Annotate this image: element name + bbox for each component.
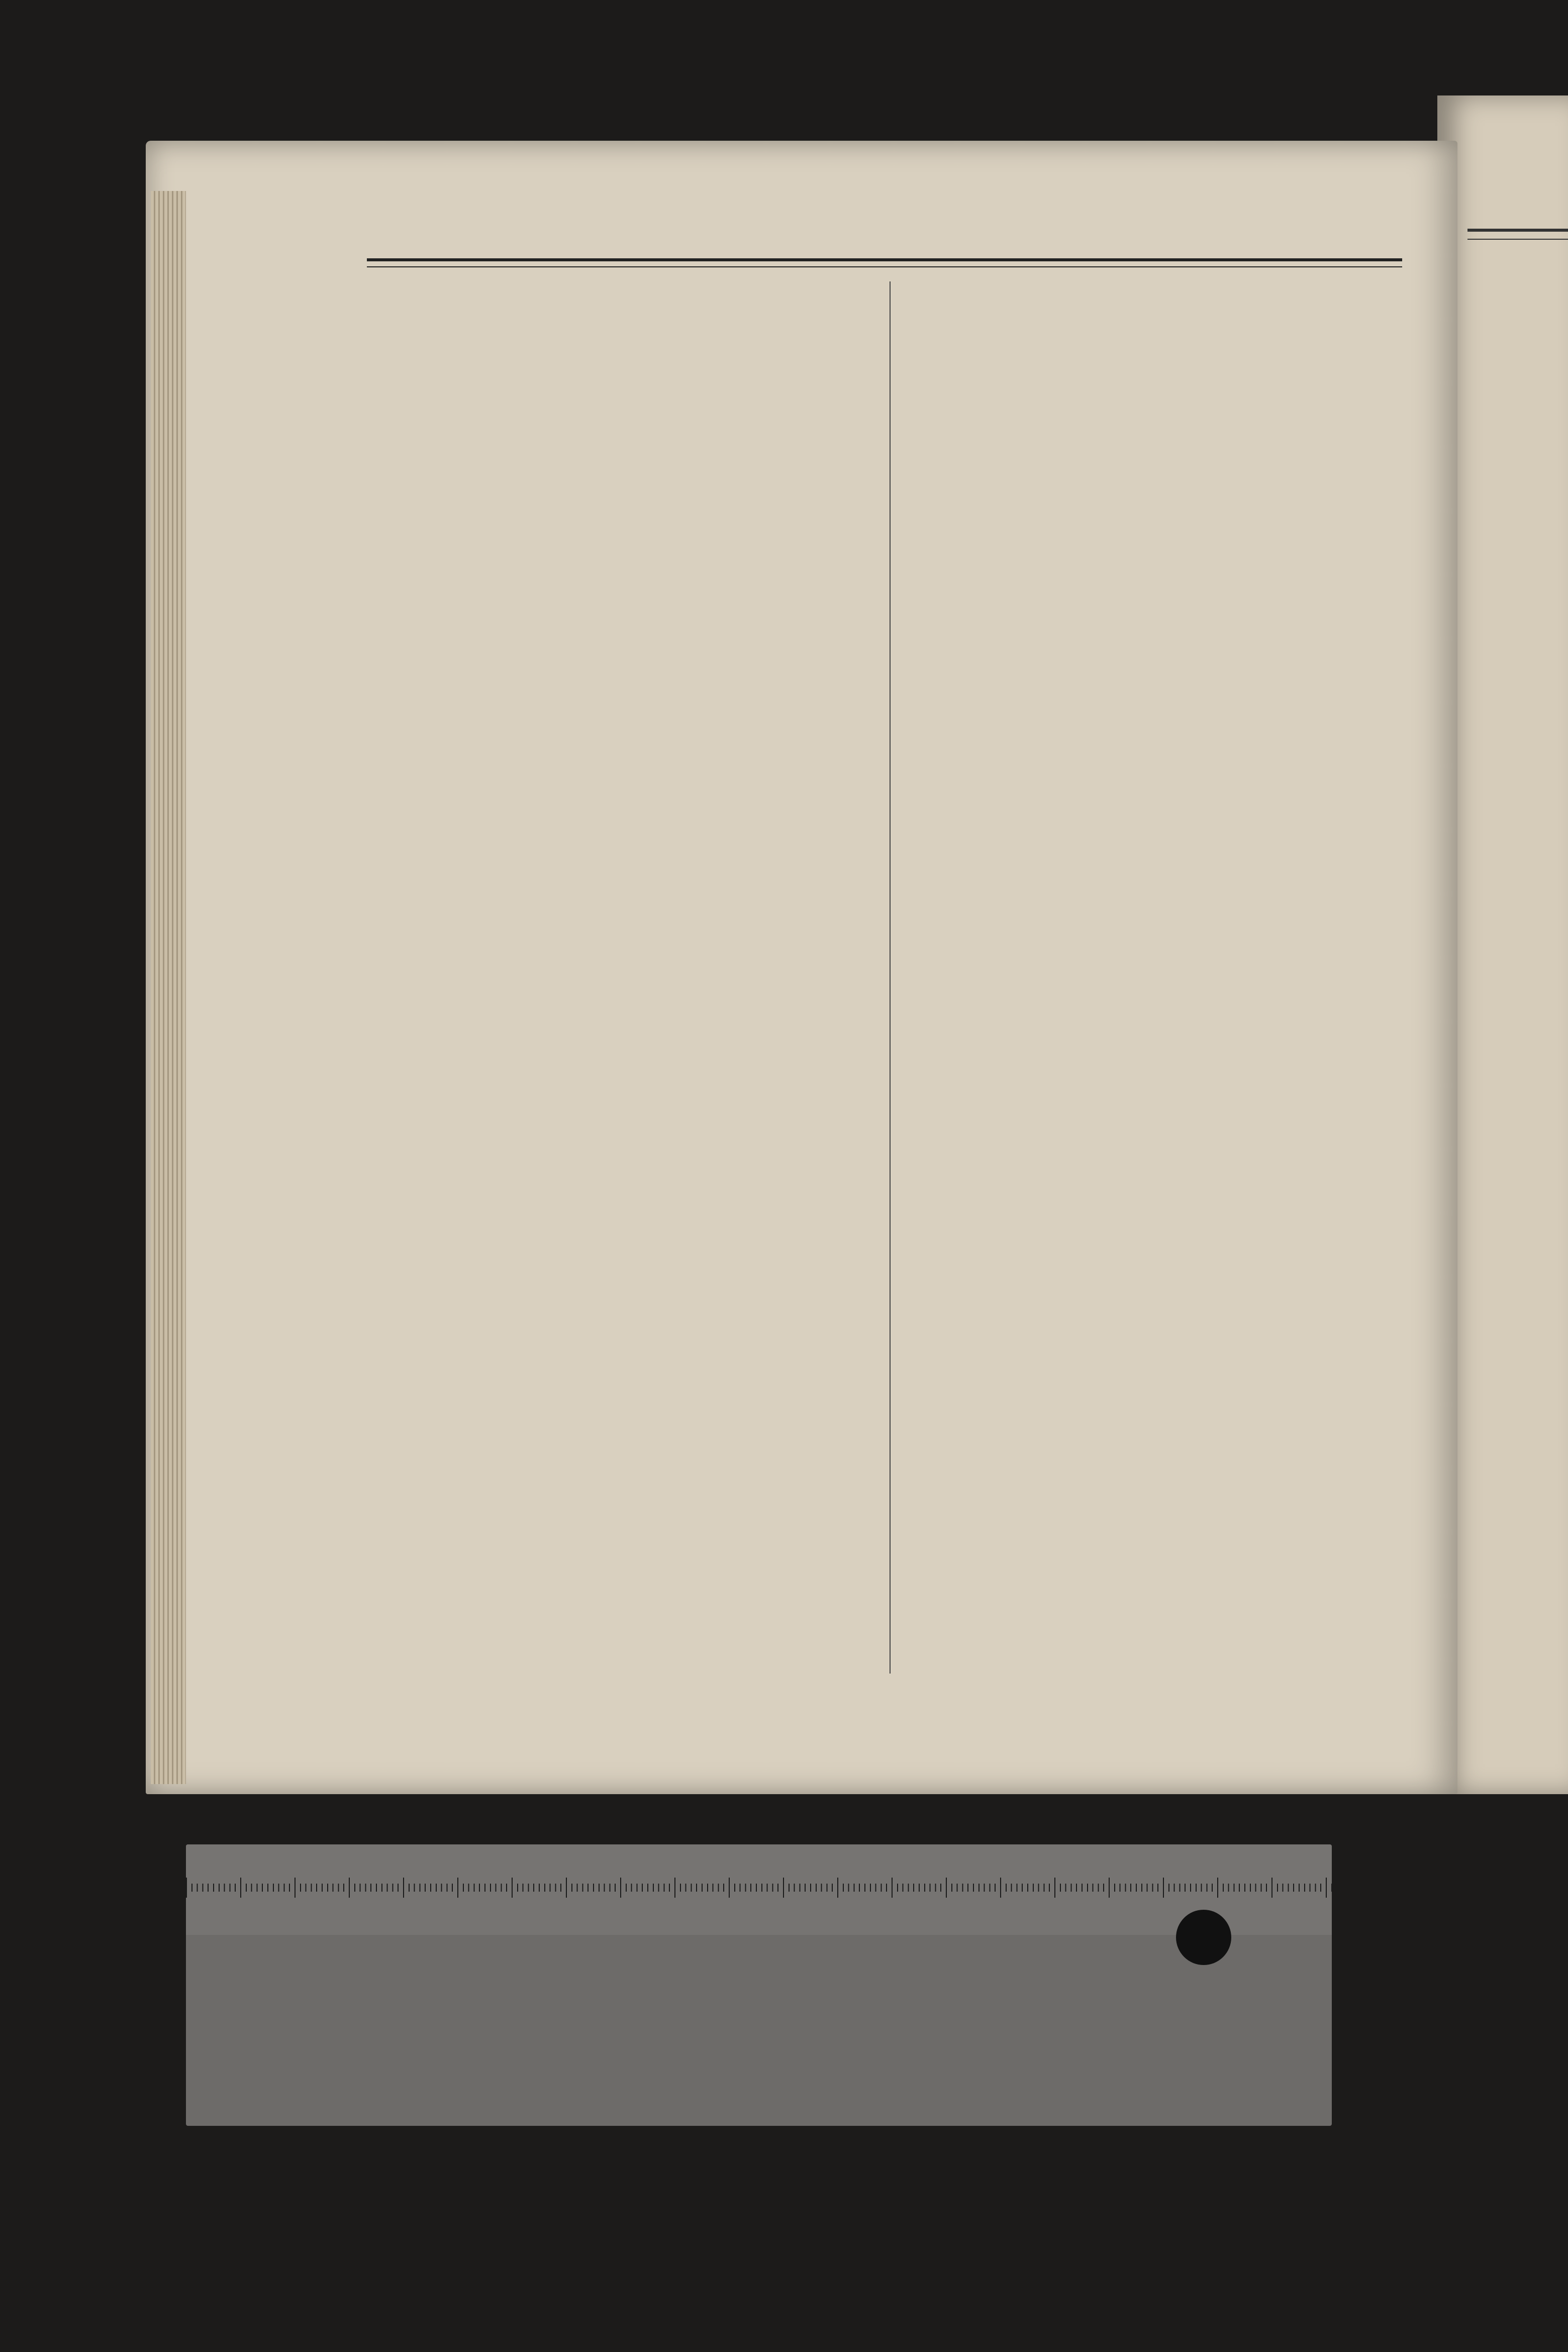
page-header bbox=[367, 216, 1402, 256]
page-edges bbox=[151, 191, 186, 1784]
right-column bbox=[897, 302, 1405, 324]
swatch-labels bbox=[186, 1971, 1332, 1996]
ruler bbox=[186, 1844, 1332, 1935]
brand-logo bbox=[1176, 1910, 1231, 1965]
colour-chart bbox=[186, 1844, 1332, 2126]
facing-page-rule bbox=[1467, 229, 1568, 240]
ruler-ticks bbox=[186, 1844, 1332, 1935]
book-page bbox=[146, 141, 1457, 1794]
header-rule bbox=[367, 258, 1402, 267]
swatch-row-light bbox=[186, 1996, 1332, 2107]
column-divider bbox=[890, 281, 891, 1674]
